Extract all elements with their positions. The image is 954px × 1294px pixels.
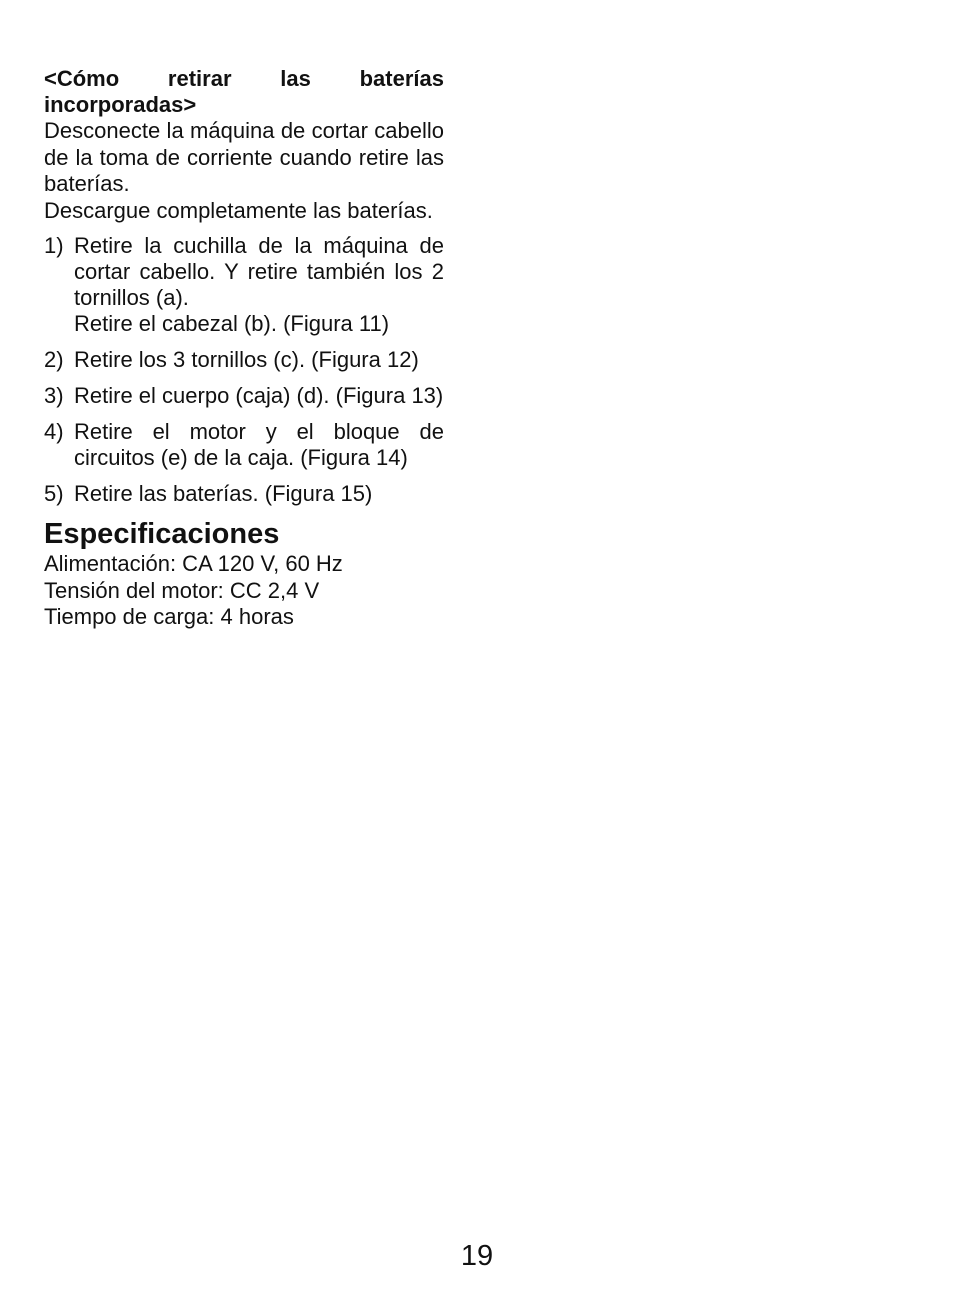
battery-removal-heading: <Cómo retirar las baterías incorporadas> <box>44 66 444 117</box>
step-2 <box>44 347 444 373</box>
disconnect-paragraph: Desconecte la máquina de cortar cabello de la toma de corriente cuando retire las baterías. <box>44 118 444 196</box>
main-column <box>44 66 444 631</box>
step-note: Retire el cabezal (b). (Figura 11) <box>74 311 390 336</box>
spec-motor-voltage: Tensión del motor: CC 2,4 V <box>44 577 320 603</box>
discharge-paragraph: Descargue completamente las baterías. <box>44 197 433 223</box>
step-5 <box>44 481 444 507</box>
removal-steps-list <box>44 233 444 507</box>
step-text: Retire la cuchilla de la máquina de cortar cabello. Y retire también los 2 tornillos (a). <box>74 233 444 310</box>
page-number: 19 <box>460 1240 494 1272</box>
step-body <box>74 233 444 337</box>
step-number: 4) <box>44 419 64 444</box>
spec-power-supply: Alimentación: CA 120 V, 60 Hz <box>44 551 343 576</box>
step-text: Retire el motor y el bloque de circuitos (e) de la caja. (Figura 14) <box>74 419 444 470</box>
step-text: Retire las baterías. (Figura 15) <box>74 481 373 506</box>
step-text: Retire el cuerpo (caja) (d). (Figura 13) <box>74 383 444 408</box>
step-1 <box>44 233 444 337</box>
step-number: 1) <box>44 233 64 258</box>
step-4 <box>44 419 444 471</box>
step-number: 5) <box>44 481 64 506</box>
spec-charging-time: Tiempo de carga: 4 horas <box>44 604 294 629</box>
step-3 <box>44 383 444 409</box>
step-number: 3) <box>44 383 64 408</box>
specifications-title: Especificaciones <box>44 518 280 550</box>
step-number: 2) <box>44 347 64 372</box>
step-text: Retire los 3 tornillos (c). (Figura 12) <box>74 347 419 372</box>
